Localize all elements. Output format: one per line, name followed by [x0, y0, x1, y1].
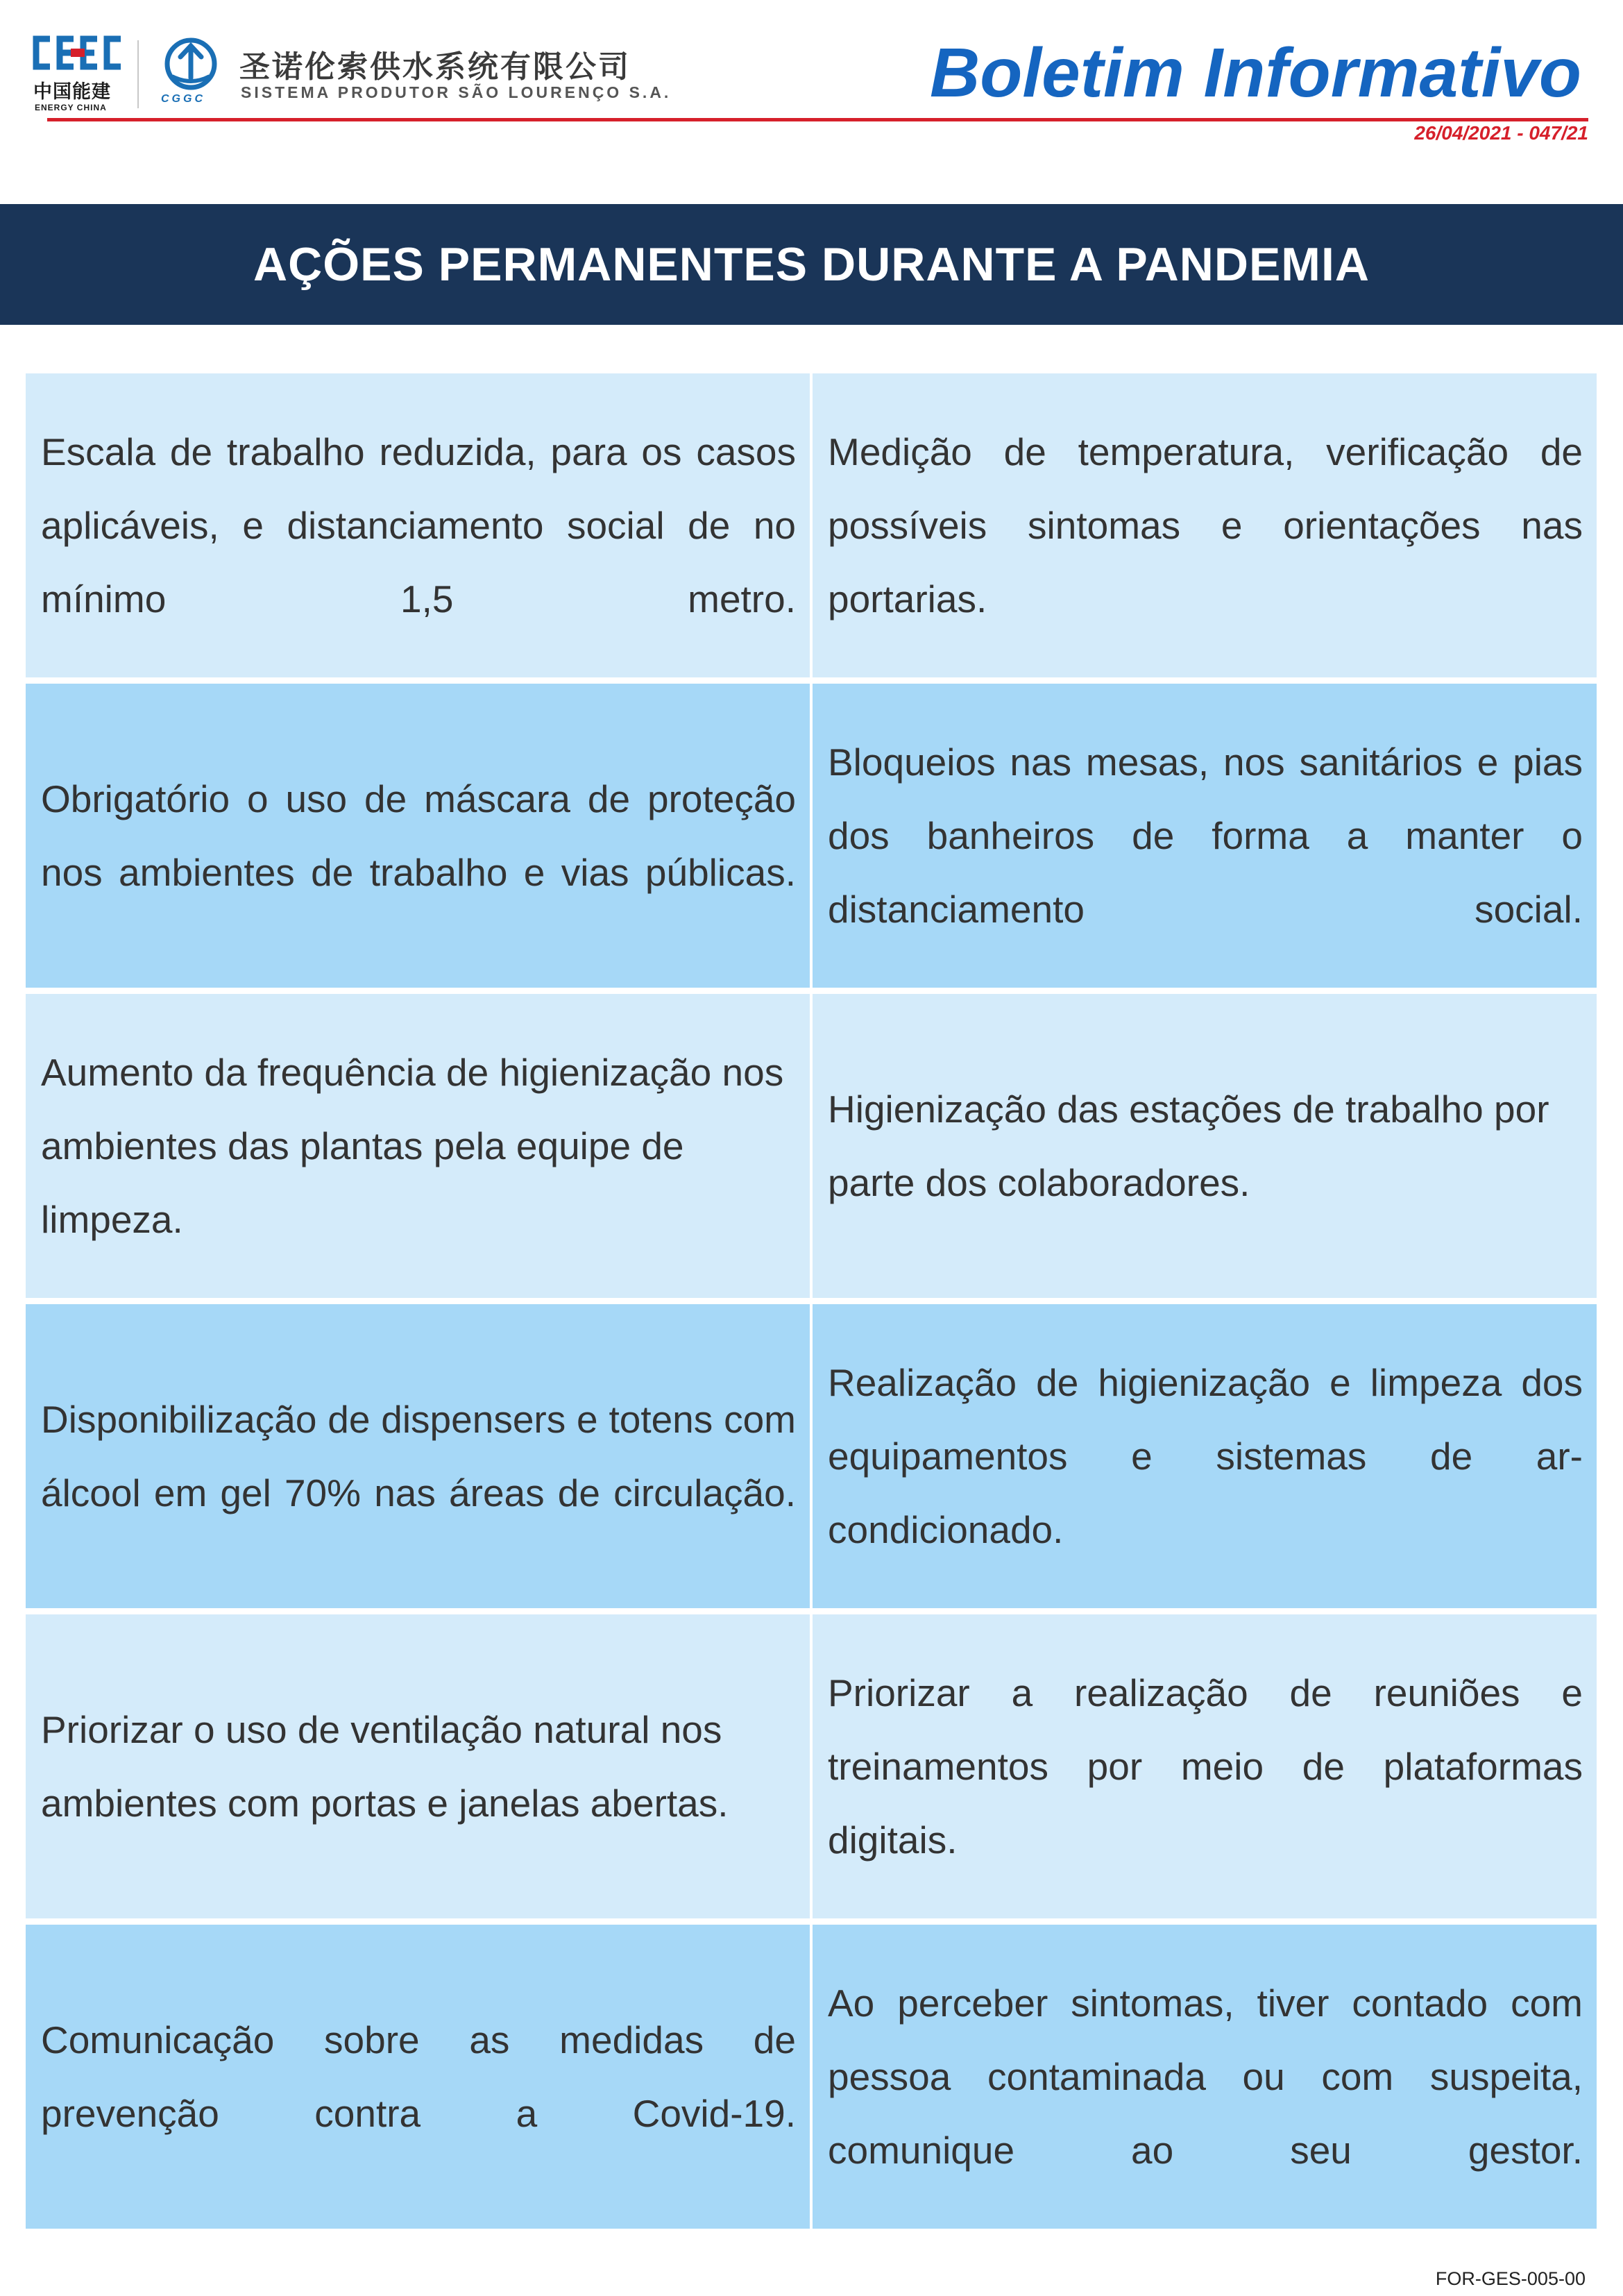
cggc-emblem-icon [160, 36, 222, 93]
action-text: Escala de trabalho reduzida, para os casos aplicáveis, e distanciamento social de no mínimo 1,5 metro. [41, 430, 796, 621]
action-text: Comunicação sobre as medidas de prevenção contra a Covid-19. [41, 2018, 796, 2135]
action-card [26, 994, 810, 1298]
action-card [813, 1925, 1597, 2229]
ceec-logo-mark [31, 35, 125, 71]
action-text: Obrigatório o uso de máscara de proteção nos ambientes de trabalho e vias públicas. [41, 777, 796, 894]
document-code: FOR-GES-005-00 [1435, 2268, 1586, 2289]
action-text: Aumento da frequência de higienização nos ambientes das plantas pela equipe de limpeza. [41, 1051, 784, 1241]
bulletin-date-code: 26/04/2021 - 047/21 [1414, 122, 1588, 144]
action-text: Ao perceber sintomas, tiver contado com pessoa contaminada ou com suspeita, comunique ao seu gestor. [828, 1982, 1583, 2172]
company-name-pt: SISTEMA PRODUTOR SÃO LOURENÇO S.A. [241, 83, 672, 101]
header-divider [47, 118, 1588, 121]
action-card [813, 1614, 1597, 1918]
action-card [813, 1304, 1597, 1608]
action-card [26, 1614, 810, 1918]
action-text: Priorizar a realização de reuniões e treinamentos por meio de plataformas digitais. [828, 1671, 1583, 1862]
company-name-cn: 圣诺伦索供水系统有限公司 [239, 49, 631, 85]
action-card [813, 684, 1597, 988]
cggc-logo-text: CGGC [161, 93, 205, 105]
action-text: Priorizar o uso de ventilação natural nos ambientes com portas e janelas abertas. [41, 1708, 729, 1825]
cggc-logo [160, 36, 226, 112]
action-card [813, 994, 1597, 1298]
action-text: Medição de temperatura, verificação de possíveis sintomas e orientações nas portarias. [828, 430, 1583, 621]
action-card [26, 1304, 810, 1608]
actions-grid [26, 373, 1597, 2228]
action-card [26, 1925, 810, 2229]
energy-china-logo [31, 35, 128, 115]
logo-divider [137, 40, 139, 108]
action-text: Disponibilização de dispensers e totens com álcool em gel 70% nas áreas de circulação. [41, 1398, 796, 1514]
action-text: Higienização das estações de trabalho por parte dos colaboradores. [828, 1088, 1549, 1204]
action-text: Realização de higienização e limpeza dos equipamentos e sistemas de ar-condicionado. [828, 1361, 1583, 1551]
action-card [26, 373, 810, 677]
section-banner [0, 204, 1623, 325]
action-card [26, 684, 810, 988]
bulletin-title: Boletim Informativo [930, 34, 1581, 112]
action-card [813, 373, 1597, 677]
energy-china-en-name: ENERGY CHINA [35, 103, 107, 112]
action-text: Bloqueios nas mesas, nos sanitários e pias dos banheiros de forma a manter o distanciamento social. [828, 741, 1583, 931]
energy-china-cn-name: 中国能建 [33, 81, 111, 103]
section-title: AÇÕES PERMANENTES DURANTE A PANDEMIA [253, 238, 1370, 291]
